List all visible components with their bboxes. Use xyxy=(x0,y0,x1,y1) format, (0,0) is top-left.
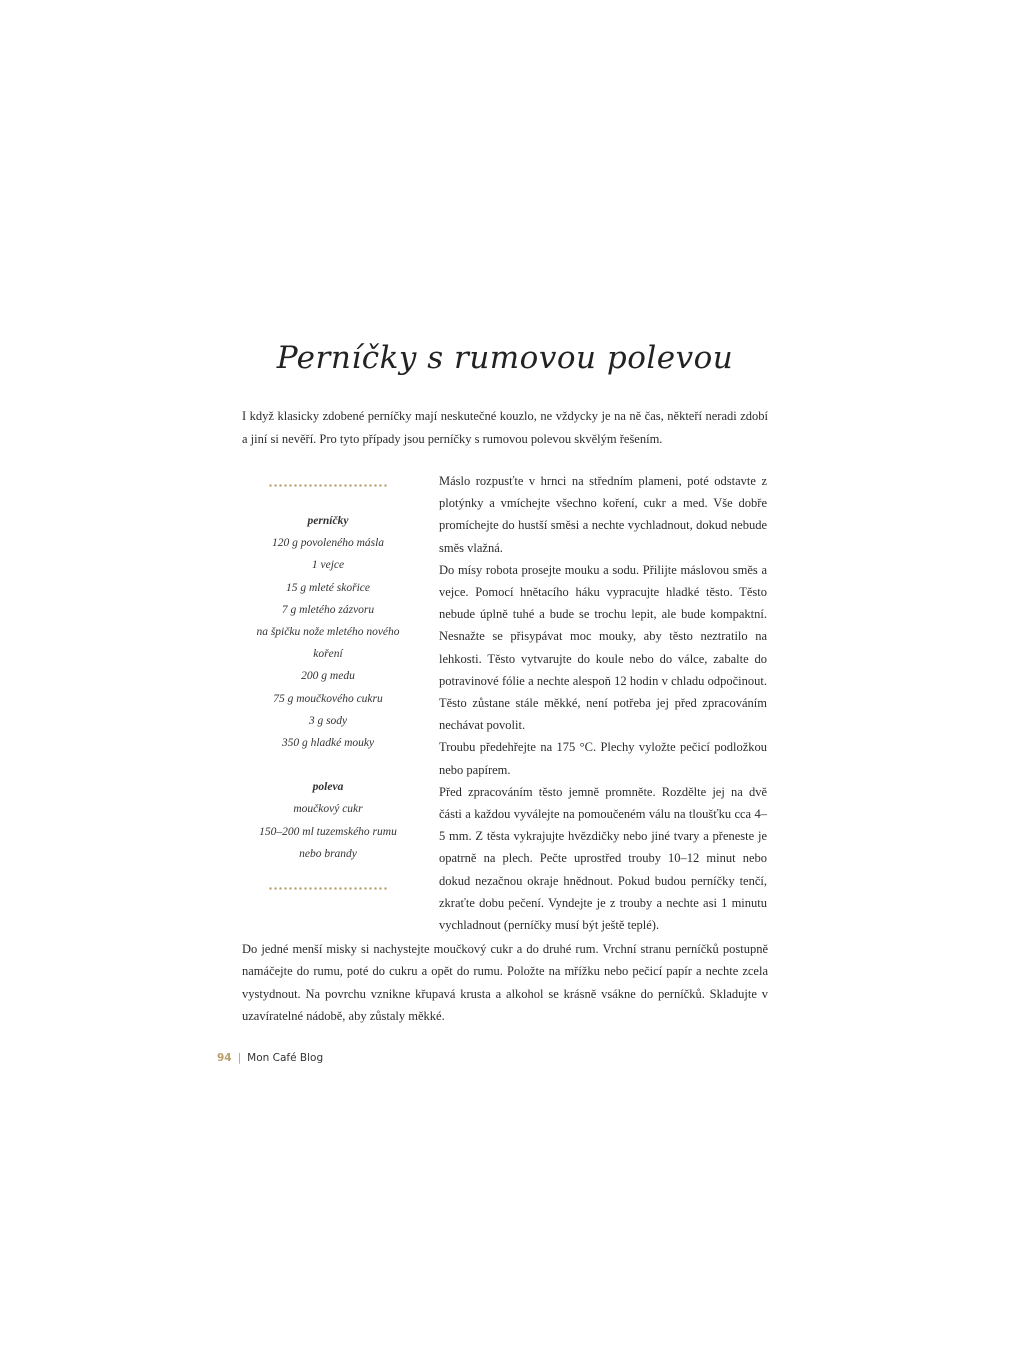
method-step: Před zpracováním těsto jemně promněte. Rozdělte jej na dvě části a každou vyválejte na pomoučeném válu na tloušťku cca 4–5 mm. Z těsta vykrajujte hvězdičky nebo jiné tvary a přeneste je opatrně na plech. Pečte uprostřed trouby 10–12 minut nebo dokud nezačnou okraje hnědnout. Pokud budou perníčky tenčí, zkraťte dobu pečení. Vyndejte je z trouby a nechte asi 1 minutu vychladnout (perníčky musí být ještě teplé). xyxy=(439,784,767,933)
ingredient-item: moučkový cukr xyxy=(293,803,363,816)
method-step: Do mísy robota prosejte mouku a sodu. Přilijte máslovou směs a vejce. Pomocí hnětacího háku vypracujte hladké těsto. Těsto nebude úplně tuhé a bude se trochu lepit, ale bude kompaktní. Nesnažte se přisypávat moc mouky, aby těsto neztratilo na lehkosti. Těsto vytvarujte do koule nebo do válce, zabalte do potravinové fólie a nechte alespoň 12 hodin v chladu odpočinout. Těsto zůstane stále měkké, není potřeba jej před zpracováním nechávat povolit. xyxy=(439,562,767,733)
ingredient-item: 120 g povoleného másla xyxy=(271,537,385,550)
page-number: 94 xyxy=(217,1052,232,1064)
ingredients-box xyxy=(250,484,406,890)
recipe-title: Perníčky s rumovou polevou xyxy=(276,340,734,376)
footer-separator: | xyxy=(237,1052,242,1064)
ingredient-item: 150–200 ml tuzemského rumu nebo brandy xyxy=(259,825,397,860)
method-step: Máslo rozpusťte v hrnci na středním plameni, poté odstavte z plotýnky a vmíchejte všechno koření, cukr a med. Vše dobře promíchejte do hustší směsi a nechte vychladnout, dokud nebude směs vlažná. xyxy=(439,474,767,555)
ingredient-item: na špičku nože mletého nového koření xyxy=(256,626,400,661)
dotted-divider-bottom xyxy=(268,887,388,890)
book-title: Mon Café Blog xyxy=(247,1052,324,1064)
ingredient-item: 3 g sody xyxy=(308,714,348,727)
closing-paragraph: Do jedné menší misky si nachystejte moučkový cukr a do druhé rum. Vrchní stranu perníčků postupně namáčejte do rumu, poté do cukru a opět do rumu. Položte na mřížku nebo pečicí papír a nechte zcela vystydnout. Na povrchu vznikne křupavá krusta a alkohol se krásně vsákne do perníčků. Skladujte v uzavíratelné nádobě, aby zůstaly měkké. xyxy=(242,942,768,1023)
recipe-intro: I když klasicky zdobené perníčky mají neskutečné kouzlo, ne vždycky je na ně čas, někteří neradi zdobí a jiní si nevěří. Pro tyto případy jsou perníčky s rumovou polevou skvělým řešením. xyxy=(242,409,768,446)
method-step: Troubu předehřejte na 175 °C. Plechy vyložte pečicí podložkou nebo papírem. xyxy=(439,740,767,777)
ingredient-heading-poleva: poleva xyxy=(312,781,344,794)
ingredient-item: 1 vejce xyxy=(311,559,345,572)
dotted-divider-top xyxy=(268,484,388,487)
ingredient-item: 350 g hladké mouky xyxy=(281,737,375,750)
page-footer xyxy=(217,1052,323,1064)
ingredient-item: 15 g mleté skořice xyxy=(286,581,370,594)
ingredient-heading-pernicky: perníčky xyxy=(307,515,349,527)
ingredient-item: 75 g moučkového cukru xyxy=(273,692,383,705)
ingredient-item: 200 g medu xyxy=(301,670,355,683)
ingredient-item: 7 g mletého zázvoru xyxy=(281,603,375,616)
ingredient-spacer xyxy=(250,754,406,776)
method-column xyxy=(439,470,767,936)
